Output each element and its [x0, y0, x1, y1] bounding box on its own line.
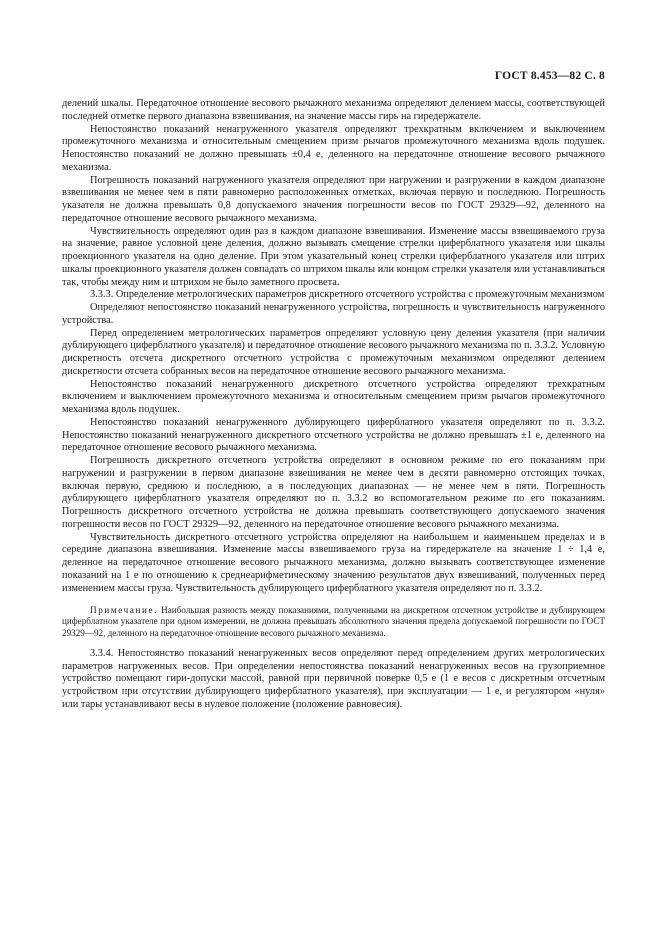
note — [62, 605, 605, 639]
paragraph: Чувствительность определяют один раз в каждом диапазоне взвешивания. Изменение массы взвешиваемого груза на значение, равное условной цене деления, должно вызывать смещение стрелки циферблатного указателя или шкалы проекционного указателя на одно деление. При этом указательный конец стрелки циферблатного указателя или штрих шкалы проекционного указателя должен совпадать со штрихом шкалы или концом стрелки указателя или устанавливаться так, чтобы между ним и штрихом не было заметного просвета. — [62, 225, 605, 288]
paragraph: Перед определением метрологических параметров определяют условную цену деления указателя (при наличии дублирующего циферблатного указателя) и передаточное отношение весового рычажного механизма по п. 3.3.2. Условную дискретность отсчета дискретного отсчетного устройства с промежуточным механизмом определяют делением дискретности отсчета собранных весов на передаточное отношение весового рычажного механизма. — [62, 327, 605, 377]
note-label: Примечание. — [90, 605, 158, 616]
paragraph: Непостоянство показаний ненагруженного указателя определяют трехкратным включением и выключением промежуточного механизма и относительным смещением призм рычагов промежуточного механизма вдоль подушек. Непостоянство показаний не должно превышать ±0,4 e, деленного на передаточное отношение весового рычажного механизма. — [62, 123, 605, 173]
paragraph: Погрешность дискретного отсчетного устройства определяют в основном режиме по его показаниям при нагружении и разгружении в первом диапазоне взвешивания не менее чем в десяти равномерно отстоящих точках, включая первую, среднюю и последнюю, а в последующих диапазонах — не менее чем в пяти. Погрешность дублирующего циферблатного указателя определяют по п. 3.3.2 во вспомогательном режиме по его показаниям. Погрешность дискретного отсчетного устройства не должна превышать соответствующего допускаемого значения погрешности весов по ГОСТ 29329—92, деленного на передаточное отношение весового рычажного механизма. — [62, 455, 605, 530]
paragraph: Непостоянство показаний ненагруженного дискретного отсчетного устройства определяют трехкратным включением и выключением промежуточного механизма и относительным смещением призм рычагов промежуточного механизма вдоль подушек. — [62, 378, 605, 415]
note-text: Наибольшая разность между показаниями, полученными на дискретном отсчетном устройстве и дублирующем циферблатном указателе при одном измерении, не должна превышать абсолютного значения предела допускаемой погрешности по ГОСТ 29329—92, деленного на передаточное отношение весового рычажного механизма. — [62, 605, 605, 638]
page-header: ГОСТ 8.453—82 С. 8 — [494, 70, 605, 82]
paragraph: Чувствительность дискретного отсчетного устройства определяют на наибольшем и наименьшем пределах и в середине диапазона взвешивания. Изменение массы взвешиваемого груза на гиредержателе на значение 1 ÷ 1,4 e, деленное на передаточное отношение весового рычажного механизма, должно вызывать соответствующее изменение показаний на 1 e по отношению к среднеарифметическому значению результатов двух взвешиваний, полученных перед изменением массы груза. Чувствительность дублирующего циферблатного указателя определяют по п. 3.3.2. — [62, 531, 605, 594]
section-3-3-4: 3.3.4. Непостоянство показаний ненагруженных весов определяют перед определением других метрологических параметров нагруженных весов. При определении непостоянства показаний ненагруженных весов на грузоприемное устройство помещают гири-допуски массой, равной при первичной поверке 0,5 e (1 e весов с дискретным отсчетным устройством при отсутствии дублирующего циферблатного указателя), при эксплуатации — 1 e, и регулятором «нуля» или тары устанавливают весы в нулевое положение (положение равновесия). — [62, 647, 605, 710]
section-heading-3-3-3: 3.3.3. Определение метрологических параметров дискретного отсчетного устройства с промежуточным механизмом — [90, 289, 605, 301]
paragraph: делений шкалы. Передаточное отношение весового рычажного механизма определяют делением массы, соответствующей последней отметке первого диапазона взвешивания, на значение массы гирь на гиредержателе. — [62, 98, 605, 122]
paragraph: Непостоянство показаний ненагруженного дублирующего циферблатного указателя определяют по п. 3.3.2. Непостоянство показаний ненагруженного дискретного отсчетного устройства не должно превышать ±1 e, деленного на передаточное отношение весового рычажного механизма. — [62, 416, 605, 454]
paragraph: Погрешность показаний нагруженного указателя определяют при нагружении и разгружении в каждом диапазоне взвешивания не менее чем в пяти равномерно расположенных отметках, включая первую и последнюю. Погрешность указателя не должна превышать 0,8 допускаемого значения погрешности весов по ГОСТ 29329—92, деленного на передаточное отношение весового рычажного механизма. — [62, 174, 605, 224]
paragraph: Определяют непостоянство показаний ненагруженного устройства, погрешность и чувствительность нагруженного устройства. — [62, 302, 605, 326]
document-body — [62, 98, 605, 712]
